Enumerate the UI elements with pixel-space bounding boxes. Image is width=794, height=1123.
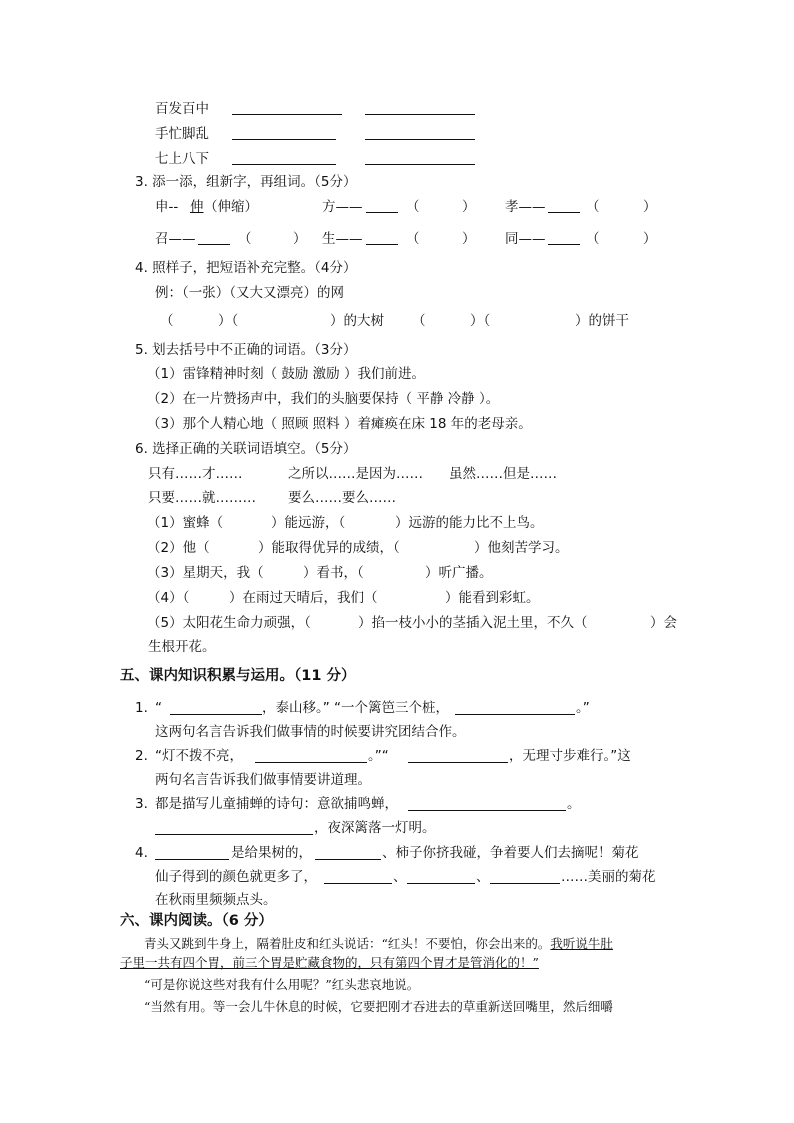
q3-char: 召—— [155, 231, 196, 247]
q5-item: （2）在一片赞扬声中，我们的头脑要保持（ 平静 冷静 ）。 [147, 391, 500, 407]
question-3-title: 3. 添一添，组新字，再组词。（5分） [135, 174, 357, 190]
question-5-title: 5. 划去括号中不正确的词语。（3分） [135, 342, 357, 358]
q3-example-answer: 伸 [190, 199, 204, 215]
paren-open: （ [586, 231, 600, 247]
q-text: 仙子得到的颜色就更多了， [155, 869, 317, 885]
answer-blank[interactable] [455, 702, 575, 715]
answer-blank[interactable] [365, 152, 475, 165]
idiom-2: 手忙脚乱 [155, 126, 209, 142]
answer-blank[interactable] [548, 232, 580, 245]
answer-blank[interactable] [232, 127, 336, 140]
answer-blank[interactable] [315, 847, 381, 860]
paren-close: ） [643, 231, 657, 247]
q5-item: （1）雷锋精神时刻（ 鼓励 激励 ）我们前进。 [147, 366, 425, 382]
answer-blank[interactable] [198, 232, 230, 245]
q3-example-word: （伸缩） [204, 199, 258, 215]
q-text: 这两句名言告诉我们做事情的时候要讲究团结合作。 [155, 724, 466, 740]
paren-open: （ [412, 313, 426, 329]
idiom-3: 七上八下 [155, 151, 209, 167]
paren-close: ） [462, 231, 476, 247]
q3-char: 孝—— [505, 199, 546, 215]
paren-open: （ [406, 231, 420, 247]
q6-sentence-part: ）他刻苦学习。 [474, 540, 569, 556]
q-text: 在秋雨里频频点头。 [155, 892, 277, 908]
q6-sentence-part: （1）蜜蜂（ [147, 515, 224, 531]
paren-close: ） [293, 231, 307, 247]
q6-sentence-part: ）听广播。 [425, 565, 493, 581]
q-text: 、 [393, 869, 407, 885]
question-6-title: 6. 选择正确的关联词语填空。（5分） [135, 441, 357, 457]
paren-close: ） [643, 199, 657, 215]
answer-blank[interactable] [548, 200, 580, 213]
paren-open: （ [160, 313, 174, 329]
q5-item: （3）那个人精心地（ 照顾 照料 ）着瘫痪在床 18 年的老母亲。 [147, 416, 532, 432]
q-text: 。”“ [368, 748, 389, 764]
q6-sentence-part: ）在雨过天晴后，我们（ [229, 590, 378, 606]
q-text: 都是描写儿童捕蝉的诗句：意欲捕鸣蝉， [155, 796, 398, 812]
paren-open: （ [586, 199, 600, 215]
question-number: 4. [135, 845, 148, 861]
q-text: 是给果树的， [231, 845, 312, 861]
answer-blank[interactable] [366, 232, 398, 245]
q-text: ，无理寸步难行。”这 [509, 748, 631, 764]
question-number: 3. [135, 796, 148, 812]
answer-blank[interactable] [255, 750, 367, 763]
q6-sentence-part: （5）太阳花生命力顽强，（ [147, 615, 311, 631]
answer-blank[interactable] [155, 847, 229, 860]
section-5-heading: 五、课内知识积累与运用。（11 分） [120, 668, 356, 684]
paren-mid: ）（ [218, 313, 239, 329]
conjunction-option: 要么……要么…… [288, 490, 396, 506]
paren-open: （ [238, 231, 252, 247]
answer-blank[interactable] [365, 102, 475, 115]
q3-char: 申-- [155, 199, 179, 215]
paren-mid: ）（ [470, 313, 491, 329]
reading-passage-line: 青头又跳到牛身上，隔着肚皮和红头说话：“红头！不要怕，你会出来的。我听说牛肚 [144, 936, 613, 951]
answer-blank[interactable] [366, 200, 398, 213]
q6-sentence-part: ）能看到彩虹。 [445, 590, 540, 606]
q6-sentence-part: ）看书，（ [303, 565, 364, 581]
q-text: 两句名言告诉我们做事情要讲道理。 [155, 772, 371, 788]
q6-sentence-part: （4）（ [147, 590, 190, 606]
answer-blank[interactable] [407, 871, 475, 884]
answer-blank[interactable] [232, 102, 342, 115]
q3-char: 方—— [322, 199, 363, 215]
paren-close: ） [462, 199, 476, 215]
q6-sentence-part: ）会 [650, 615, 677, 631]
answer-blank[interactable] [365, 127, 475, 140]
q-text: ，泰山移。” “一个篱笆三个桩， [262, 700, 450, 716]
q-text: ，夜深篱落一灯明。 [314, 820, 436, 836]
q-text: ……美丽的菊花 [561, 869, 656, 885]
idiom-1: 百发百中 [155, 101, 209, 117]
q-text: 、柿子你挤我碰，争着要人们去摘呢！菊花 [382, 845, 639, 861]
q3-char: 同—— [505, 231, 546, 247]
answer-blank[interactable] [170, 702, 262, 715]
reading-passage-line: “可是你说这些对我有什么用呢？”红头悲哀地说。 [144, 977, 420, 992]
question-number: 1. [135, 700, 148, 716]
q3-char: 生—— [322, 231, 363, 247]
q6-sentence-part: （3）星期天，我（ [147, 565, 264, 581]
q-text: 。” [576, 700, 590, 716]
q-text: 。 [567, 796, 581, 812]
conjunction-option: 之所以……是因为…… [288, 466, 423, 482]
q-text: 、 [476, 869, 490, 885]
q6-sentence-part: ）能取得优异的成绩，（ [258, 540, 400, 556]
conjunction-option: 只有……才…… [148, 466, 243, 482]
answer-blank[interactable] [490, 871, 560, 884]
q6-sentence-part: ）远游的能力比不上鸟。 [395, 515, 544, 531]
conjunction-option: 只要……就……… [148, 490, 256, 506]
reading-passage-line: “当然有用。等一会儿牛休息的时候，它要把刚才吞进去的草重新送回嘴里，然后细嚼 [144, 999, 613, 1014]
answer-blank[interactable] [408, 750, 508, 763]
q6-sentence-part: ）能远游，（ [271, 515, 346, 531]
answer-blank[interactable] [324, 871, 392, 884]
q4-phrase-tail: ）的大树 [330, 313, 384, 329]
q-text: “ [155, 700, 162, 716]
q6-sentence-part: 生根开花。 [148, 639, 216, 655]
q6-sentence-part: ）掐一枝小小的茎插入泥土里，不久（ [358, 615, 588, 631]
conjunction-option: 虽然……但是…… [449, 466, 557, 482]
q6-sentence-part: （2）他（ [147, 540, 210, 556]
answer-blank[interactable] [232, 152, 336, 165]
answer-blank[interactable] [155, 822, 313, 835]
answer-blank[interactable] [408, 798, 566, 811]
question-number: 2. [135, 748, 148, 764]
q4-phrase-tail: ）的饼干 [575, 313, 629, 329]
paren-open: （ [406, 199, 420, 215]
question-4-title: 4. 照样子，把短语补充完整。（4分） [135, 260, 357, 276]
reading-passage-line: 子里一共有四个胃，前三个胃是贮藏食物的，只有第四个胃才是管消化的！” [120, 955, 539, 970]
section-6-heading: 六、课内阅读。（6 分） [120, 913, 273, 929]
q4-example: 例：（一张）（又大又漂亮）的网 [155, 285, 344, 301]
q-text: “灯不拨不亮， [155, 748, 243, 764]
